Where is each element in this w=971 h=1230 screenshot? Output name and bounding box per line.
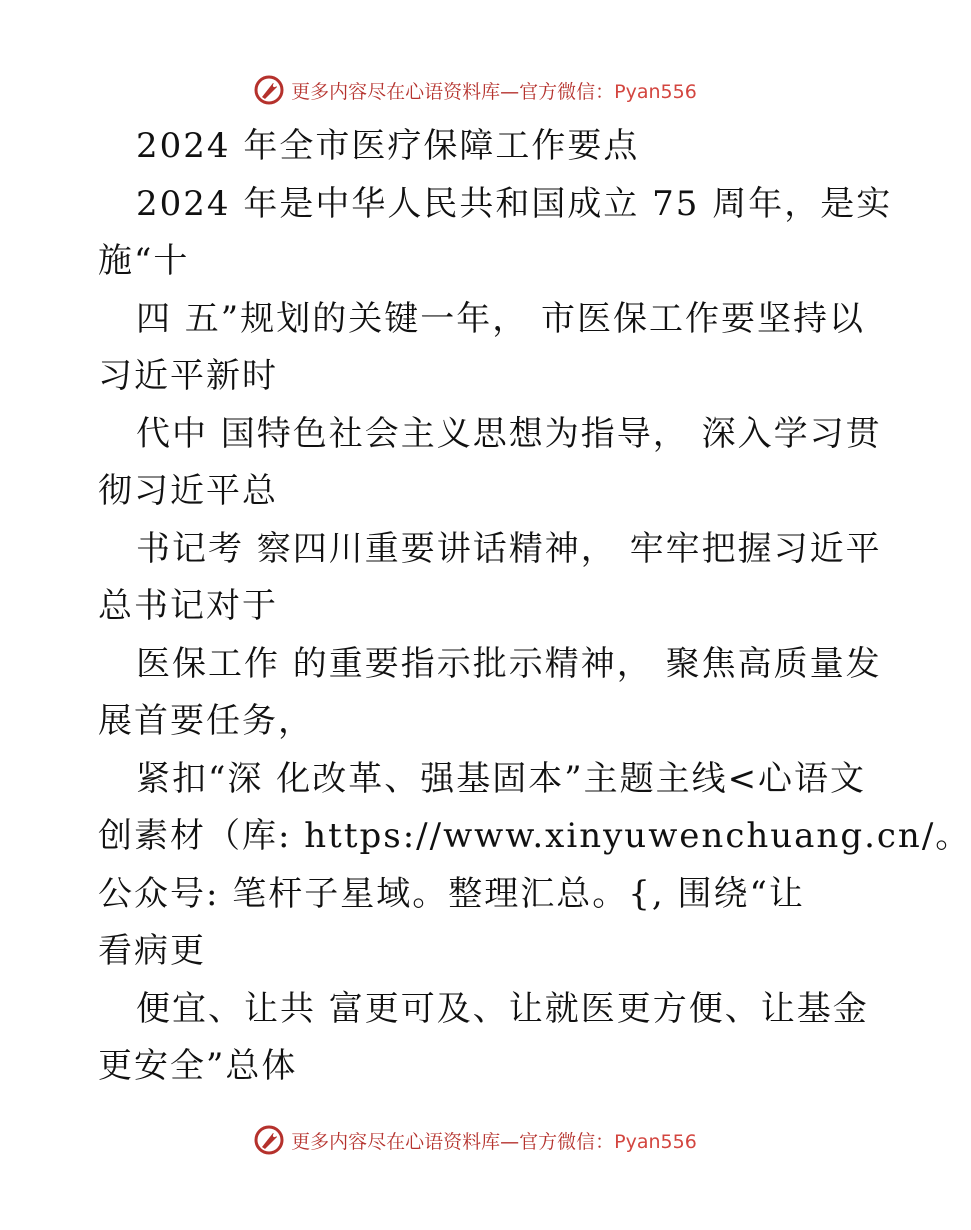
banner-slogan: 更多内容尽在心语资料库—官方微信： [291, 1130, 615, 1153]
banner-text [291, 77, 697, 104]
document-title: 2024 年全市医疗保障工作要点 [136, 126, 640, 166]
text-line: 更安全”总体 [98, 1046, 298, 1086]
pen-nib-seal-icon [253, 1124, 285, 1156]
text-line: 紧扣“深 化改革、强基固本”主题主线<心语文 [136, 758, 867, 799]
text-line: 便宜、让共 富更可及、让就医更方便、让基金 [136, 988, 869, 1029]
text-line: 总书记对于 [98, 586, 278, 626]
text-line: 医保工作 的重要指示批示精神， 聚焦高质量发 [136, 643, 882, 684]
text-line: 看病更 [98, 931, 206, 971]
footer-banner [0, 1120, 950, 1160]
banner-account: Pyan556 [614, 80, 697, 103]
text-line: 四 五”规划的关键一年， 市医保工作要坚持以 [136, 298, 865, 339]
text-line: 代中 国特色社会主义思想为指导， 深入学习贯 [136, 413, 882, 454]
text-line: 书记考 察四川重要讲话精神， 牢牢把握习近平 [136, 528, 882, 569]
text-line: 彻习近平总 [98, 471, 278, 511]
banner-account: Pyan556 [614, 1130, 697, 1153]
text-line: 展首要任务， [98, 701, 314, 741]
document-body [98, 118, 971, 1096]
text-line: 施“十 [98, 241, 190, 281]
banner-text [291, 1127, 697, 1154]
text-line: 公众号: 笔杆子星域。整理汇总。{, 围绕“让 [98, 873, 805, 914]
text-line: 2024 年是中华人民共和国成立 75 周年，是实 [136, 183, 893, 224]
banner-slogan: 更多内容尽在心语资料库—官方微信： [291, 80, 615, 103]
header-banner [0, 70, 950, 110]
text-line: 习近平新时 [98, 356, 278, 396]
pen-nib-seal-icon [253, 74, 285, 106]
text-line: 创素材（库: https://www.xinyuwenchuang.cn/。 [98, 816, 971, 856]
